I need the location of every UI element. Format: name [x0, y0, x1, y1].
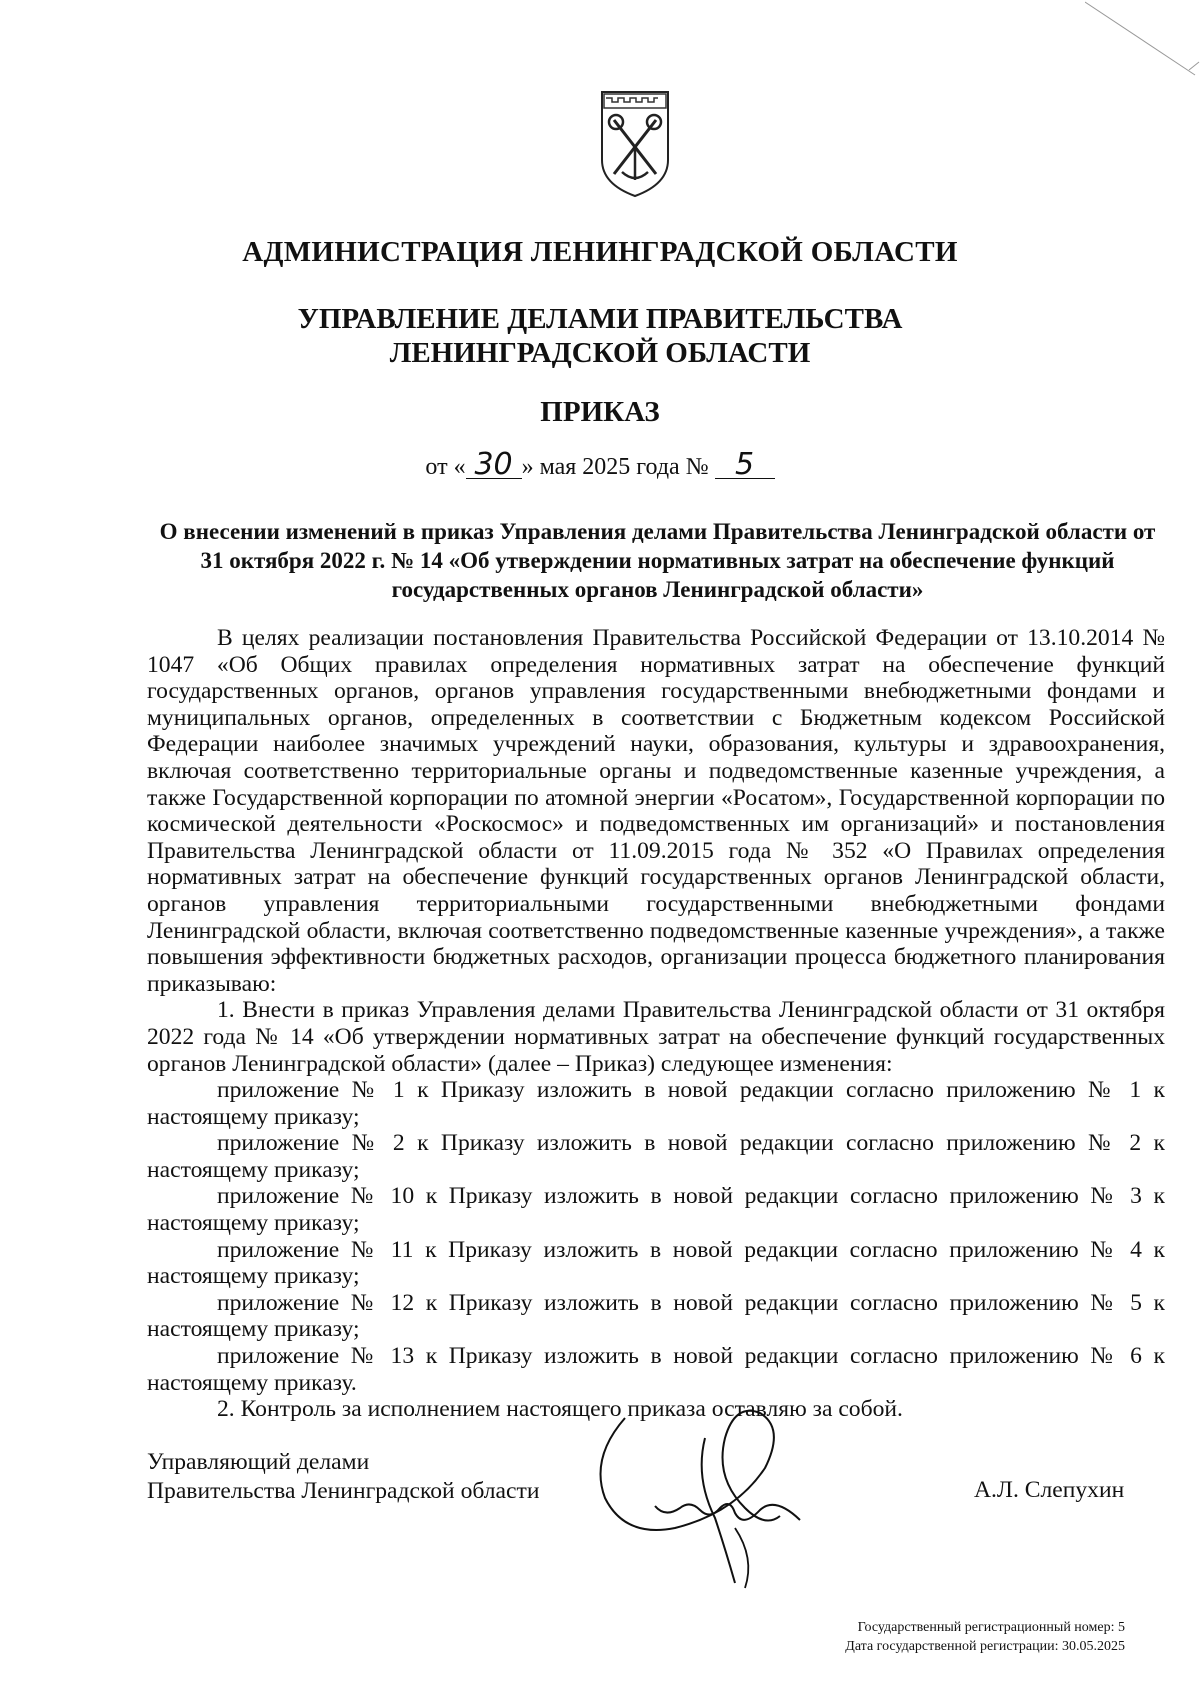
corner-fold-mark [1085, 0, 1200, 80]
date-line [0, 447, 1200, 482]
department-heading [0, 302, 1200, 370]
document-type: ПРИКАЗ [540, 396, 660, 428]
subitem-paragraph: приложение № 11 к Приказу изложить в новой редакции согласно приложению № 4 к настоящему приказу; [147, 1236, 1165, 1290]
authority-heading: АДМИНИСТРАЦИЯ ЛЕНИНГРАДСКОЙ ОБЛАСТИ [242, 236, 958, 268]
coat-of-arms-icon [598, 88, 672, 198]
signatory-position-line-1: Управляющий делами [147, 1449, 370, 1475]
department-heading-line-2: ЛЕНИНГРАДСКОЙ ОБЛАСТИ [389, 337, 811, 369]
signatory-position-line-2: Правительства Ленинградской области [147, 1478, 540, 1504]
signatory-position [147, 1448, 539, 1506]
registration-date: Дата государственной регистрации: 30.05.2025 [845, 1639, 1125, 1654]
handwritten-signature [585, 1398, 835, 1598]
subitem-paragraph: приложение № 1 к Приказу изложить в новой редакции согласно приложению № 1 к настоящему приказу; [147, 1077, 1165, 1130]
signatory-name: А.Л. Слепухин [974, 1477, 1125, 1503]
order-body [147, 625, 1165, 1423]
subitem-paragraph: приложение № 10 к Приказу изложить в новой редакции согласно приложению № 3 к настоящему приказу; [147, 1183, 1165, 1237]
subitem-paragraph: приложение № 13 к Приказу изложить в новой редакции согласно приложению № 6 к настоящему приказу. [147, 1343, 1165, 1396]
registration-block [845, 1618, 1125, 1656]
date-prefix: от « [425, 454, 466, 480]
subitem-paragraph: приложение № 12 к Приказу изложить в новой редакции согласно приложению № 5 к настоящему приказу; [147, 1289, 1165, 1343]
item-1-paragraph: 1. Внести в приказ Управления делами Правительства Ленинградской области от 31 октября 2022 года № 14 «Об утверждении нормативных затрат на обеспечение функций государственных органов Ленинградской области» (далее – Приказ) следующее изменения: [147, 997, 1165, 1077]
order-title: О внесении изменений в приказ Управления делами Правительства Ленинградской области от 31 октября 2022 г. № 14 «Об утверждении нормативных затрат на обеспечение функций государственных органов Ленинградской области» [159, 519, 1156, 602]
preamble-paragraph: В целях реализации постановления Правительства Российской Федерации от 13.10.2014 № 1047 «Об Общих правилах определения нормативных затрат на обеспечение функций государственных органов, органов управления государственными внебюджетными фондами и муниципальных органов, определенных в соответствии с Бюджетным кодексом Российской Федерации наиболее значимых учреждений науки, образования, культуры и здравоохранения, включая соответственно территориальные органы и подведомственные казенные учреждения, а также Государственной корпорации по атомной энергии «Росатом», Государственной корпорации по космической деятельности «Роскосмос» и подведомственных им организаций» и постановления Правительства Ленинградской области от 11.09.2015 года № 352 «О Правилах определения нормативных затрат на обеспечение функций государственных органов Ленинградской области, органов управления территориальными государственными внебюджетными фондами Ленинградской области, включая соответственно подведомственные казенные учреждения», а также повышения эффективности бюджетных расходов, организации процесса бюджетного планирования приказываю: [147, 625, 1165, 997]
handwritten-order-number: 5 [715, 452, 775, 479]
registration-number: Государственный регистрационный номер: 5 [857, 1620, 1125, 1635]
handwritten-day: 30 [466, 452, 522, 479]
subitem-paragraph: приложение № 2 к Приказу изложить в новой редакции согласно приложению № 2 к настоящему приказу; [147, 1130, 1165, 1183]
department-heading-line-1: УПРАВЛЕНИЕ ДЕЛАМИ ПРАВИТЕЛЬСТВА [297, 303, 903, 335]
date-month-year: » мая 2025 года № [521, 454, 709, 480]
item-2-paragraph: 2. Контроль за исполнением настоящего приказа оставляю за собой. [217, 1396, 903, 1423]
